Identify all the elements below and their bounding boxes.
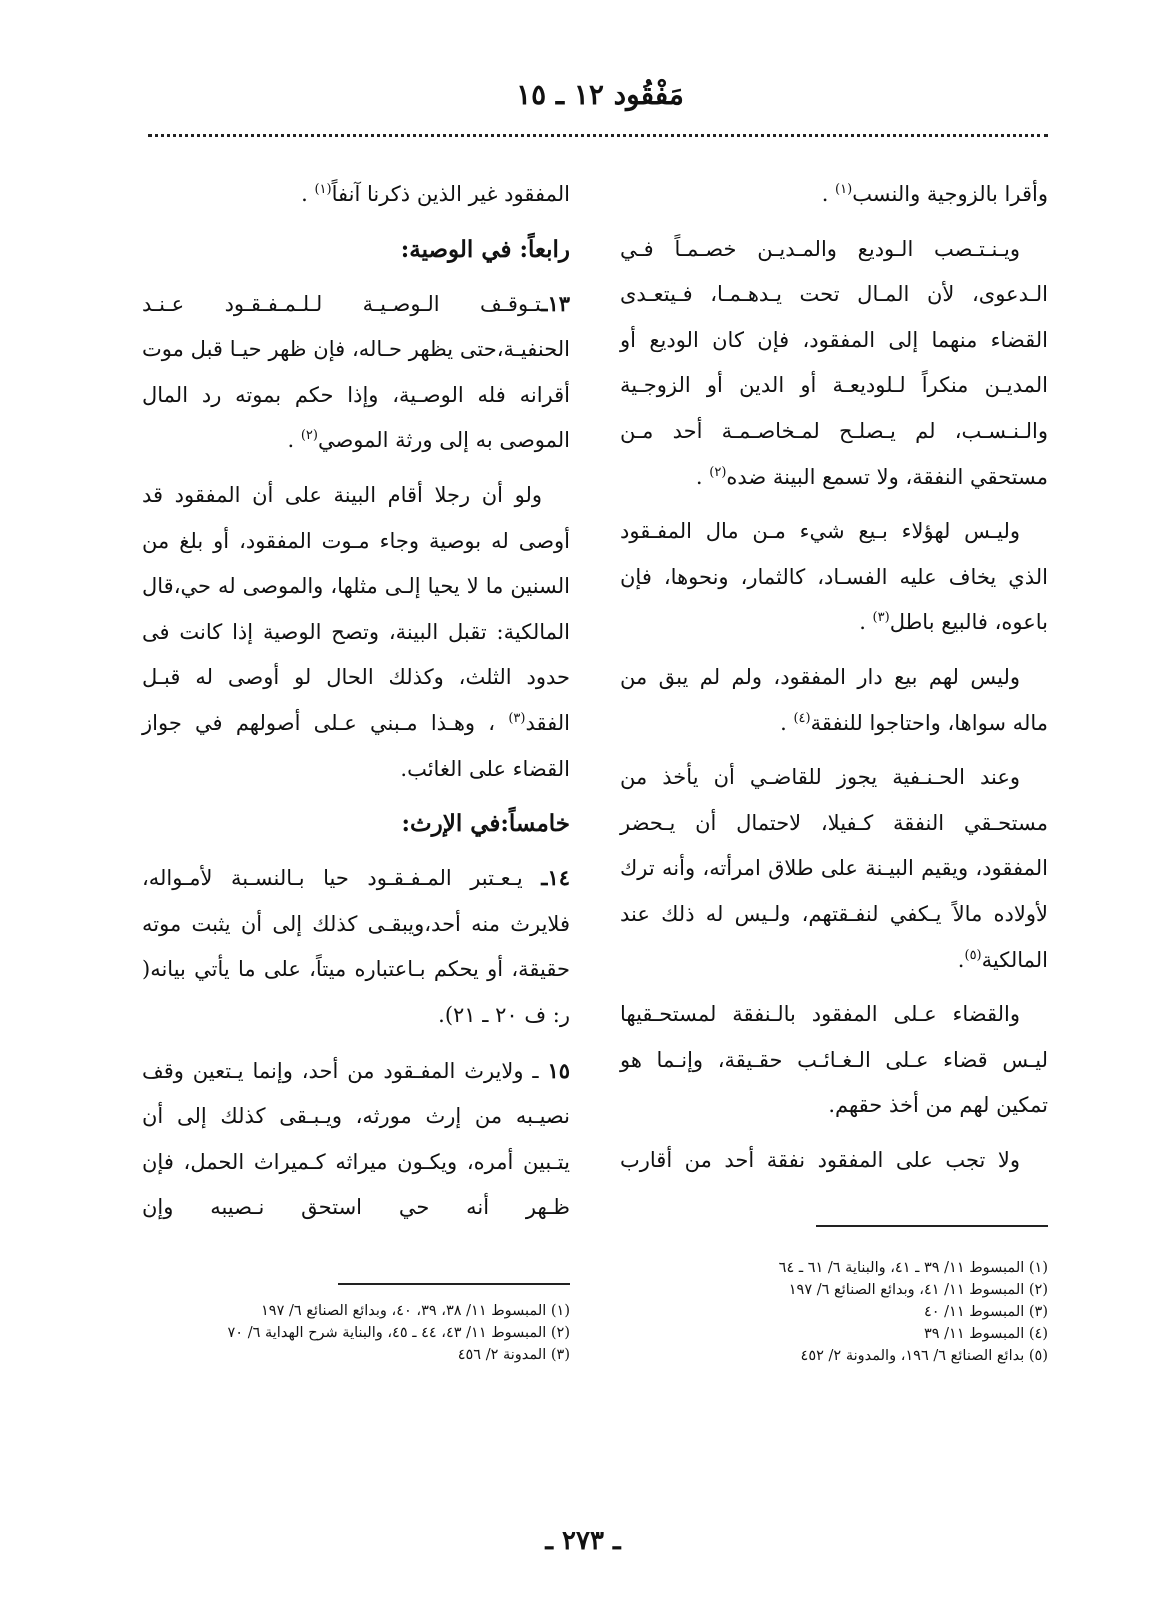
left-column [142,172,570,1240]
footnote: (٥) بدائع الصنائع ٦/ ١٩٦، والمدونة ٢/ ٤٥٢ [800,1348,1048,1364]
paragraph [620,655,1048,746]
paragraph-end: . [859,610,873,635]
footnote: (١) المبسوط ١١/ ٣٨، ٣٩، ٤٠، وبدائع الصنائع ٦/ ١٩٧ [261,1303,570,1319]
paragraph-text: والقضاء عـلى المفقود بالـنفقة لمستحـقيها ليـس قضاء عـلى الـغـائـب حقـيقة، وإنـما هو تمكين لهم من أخذ حقهم. [620,1002,1048,1118]
paragraph [142,855,570,1038]
footnote: (٢) المبسوط ١١/ ٤١، وبدائع الصنائع ٦/ ١٩٧ [788,1282,1048,1298]
footnotes-left [142,1300,570,1366]
paragraph-number: ١٥ [547,1057,570,1083]
footnote-rule [816,1225,1048,1227]
paragraph-text: المفقود غير الذين ذكرنا آنفاً [331,182,570,206]
paragraph-end: . [957,947,965,972]
paragraph-number: ١٤ـ [541,865,570,891]
paragraph [142,1048,570,1231]
footnote-ref: (٢) [709,464,727,480]
paragraph-text: يـعـتبر المـفـقـود حيا بـالنسـبة لأمـواله، فلايرث منه أحد،ويبقـى كذلك إلى أن يثبت موته حقيقة، أو يحكم بـاعتباره ميتاً، على ما يأتي بيانه( ر: ف ٢٠ ـ ٢١). [142,866,570,1027]
footnote: (٣) المدونة ٢/ ٤٥٦ [457,1347,570,1363]
page-number: ـ ٢٧٣ ـ [545,1526,621,1556]
footnote-ref: (١) [835,182,853,197]
paragraph-text: وأقرا بالزوجية والنسب [852,182,1048,206]
paragraph-end: . [287,428,301,453]
paragraph-text: تـوقـف الـوصـيـة لـلـمـفـقـود عـنـد الحنفيـة،حتى يظهر حـاله، فإن ظهر حيـا قبل موت أقرانه فله الوصـية، وإذا حكم بموته رد المال الموصى به إلى ورثة الموصي [142,291,570,453]
paragraph [620,509,1048,646]
paragraph-text: ولو أن رجلا أقام البينة على أن المفقود قد أوصى له بوصية وجاء مـوت المفقود، أو بلغ من السنين ما لا يحيا إلـى مثلها، والموصى له حي،قال المالكية: تقبل البينة، وتصح الوصية إذا كانت فى حدود الثلث، وكذلك الحال لو أوصى له قبـل الفقد [142,482,570,735]
paragraph-text: ولا تجب على المفقود نفقة أحد من أقارب [620,1147,1020,1172]
footnote: (٣) المبسوط ١١/ ٤٠ [923,1304,1048,1320]
paragraph [620,1138,1048,1184]
paragraph-text-continued: ، وهـذا مـبني عـلى أصولهم في جواز القضاء على الغائب. [142,710,570,781]
section-heading: خامساً:في الإرث: [401,810,570,838]
paragraph-end: . [301,182,315,206]
paragraph-number: ١٣ـ [541,290,570,316]
paragraph-text: ويـنـتـصب الـوديع والمـديـن خصـمـاً فـي الـدعوى، لأن المـال تحت يـدهـمـا، فـيتعـدى القضاء منهما إلى المفقود، فإن كان الوديع أو المديـن منكراً لـلوديعـة أو الدين أو الزوجـية والـنـسـب، لم يـصلـح لمـخاصـمـة أحد مـن مستحقي النفقة، ولا تسمع البينة ضده [620,236,1048,489]
running-head: مَفْقُود ١٢ ـ ١٥ [516,78,684,111]
footnote-ref: (٢) [300,428,318,444]
paragraph-end: . [821,182,836,206]
section-heading: رابعاً: في الوصية: [400,235,570,263]
footnote-rule [338,1283,570,1285]
paragraph [142,281,570,464]
paragraph-text: وليس لهم بيع دار المفقود، ولم لم يبق من ماله سواها، واحتاجوا للنفقة [620,664,1048,735]
paragraph [142,473,570,792]
paragraph-text: ـ ولايرث المفـقود من أحد، وإنما يـتعين وقف نصيـبه من إرث مورثه، ويـبـقى كذلك إلى أن يتـبين أمره، ويكـون ميراثه كـميراث الحمل، فإن ظـهر أنه حي استحق نـصيبه وإن [142,1058,570,1220]
footnote: (٢) المبسوط ١١/ ٤٣، ٤٤ ـ ٤٥، والبناية شرح الهداية ٦/ ٧٠ [227,1325,570,1341]
paragraph [620,172,1048,218]
paragraph [620,755,1048,983]
right-column [620,172,1048,1192]
paragraph [142,172,570,218]
header-dotted-rule [148,134,1048,137]
paragraph-text: وعند الحـنـفية يجوز للقاضـي أن يأخذ من مستحـقي النفقة كـفيلا، لاحتمال أن يـحضر المفقود، ويقيم البيـنة على طلاق امرأته، وأنه ترك لأولاده مالاً يـكفي لنفـقتهم، ولـيس له ذلك عند المالكية [620,765,1048,972]
footnote: (٤) المبسوط ١١/ ٣٩ [923,1326,1048,1342]
paragraph-text: وليـس لهؤلاء بـيع شيء مـن مال المفـقود الذي يخاف عليه الفسـاد، كالثمار، ونحوها، فإن باعوه، فالبيع باطل [620,519,1048,635]
footnotes-right [620,1257,1048,1367]
footnote-ref: (١) [314,182,332,197]
paragraph-end: . [695,464,710,489]
footnote-ref: (٣) [872,610,890,626]
footnote-ref: (٤) [793,710,811,726]
paragraph [620,992,1048,1129]
paragraph [620,227,1048,501]
footnote-ref: (٥) [964,947,982,963]
paragraph-end: . [780,710,794,735]
footnote: (١) المبسوط ١١/ ٣٩ ـ ٤١، والبناية ٦/ ٦١ ـ ٦٤ [778,1260,1048,1276]
footnote-ref: (٣) [508,710,526,726]
